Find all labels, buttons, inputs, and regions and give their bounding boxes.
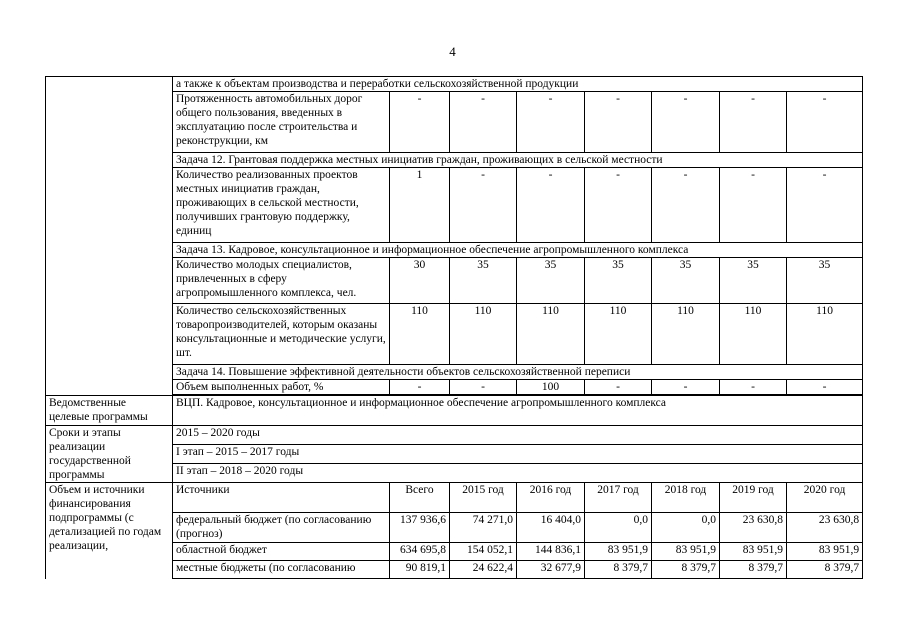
finance-value: 0,0 bbox=[652, 513, 720, 543]
finance-value: 23 630,8 bbox=[720, 513, 787, 543]
value-cell: 35 bbox=[517, 258, 585, 304]
finance-value: 24 622,4 bbox=[450, 561, 517, 579]
table-row bbox=[46, 77, 863, 92]
task-heading: Задача 14. Повышение эффективной деятельности объектов сельскохозяйственной переписи bbox=[173, 365, 863, 380]
task-heading: Задача 12. Грантовая поддержка местных инициатив граждан, проживающих в сельской местности bbox=[173, 153, 863, 168]
finance-source: федеральный бюджет (по согласованию (прогноз) bbox=[173, 513, 390, 543]
value-cell: - bbox=[652, 380, 720, 395]
value-cell: 35 bbox=[720, 258, 787, 304]
value-cell: 30 bbox=[390, 258, 450, 304]
page-number: 4 bbox=[449, 44, 456, 59]
task-heading: Задача 13. Кадровое, консультационное и информационное обеспечение агропромышленного комплекса bbox=[173, 243, 863, 258]
table-row bbox=[46, 396, 863, 426]
value-cell: 35 bbox=[450, 258, 517, 304]
finance-header-sources: Источники bbox=[173, 483, 390, 513]
value-cell: - bbox=[585, 92, 652, 153]
indicator-continuation: а также к объектам производства и переработки сельскохозяйственной продукции bbox=[173, 77, 863, 92]
finance-value: 16 404,0 bbox=[517, 513, 585, 543]
value-cell: - bbox=[720, 168, 787, 243]
finance-value: 8 379,7 bbox=[720, 561, 787, 579]
value-cell: - bbox=[652, 92, 720, 153]
finance-value: 32 677,9 bbox=[517, 561, 585, 579]
value-cell: - bbox=[652, 168, 720, 243]
left-empty-cell bbox=[46, 77, 173, 396]
finance-header-year: 2015 год bbox=[450, 483, 517, 513]
value-cell: - bbox=[787, 168, 863, 243]
indicator-label: Количество сельскохозяйственных товаропроизводителей, которым оказаны консультационные и методические услуги, шт. bbox=[173, 304, 390, 365]
finance-header-year: 2020 год bbox=[787, 483, 863, 513]
finance-header-total: Всего bbox=[390, 483, 450, 513]
value-cell: - bbox=[585, 380, 652, 395]
finance-value: 23 630,8 bbox=[787, 513, 863, 543]
vcp-value: ВЦП. Кадровое, консультационное и информационное обеспечение агропромышленного комплекса bbox=[173, 396, 863, 426]
indicator-label: Протяженность автомобильных дорог общего пользования, введенных в эксплуатацию после строительства и реконструкции, км bbox=[173, 92, 390, 153]
finance-value: 74 271,0 bbox=[450, 513, 517, 543]
finance-value: 634 695,8 bbox=[390, 543, 450, 561]
value-cell: - bbox=[787, 380, 863, 395]
stage-item: II этап – 2018 – 2020 годы bbox=[173, 464, 863, 483]
finance-value: 8 379,7 bbox=[652, 561, 720, 579]
finance-header-year: 2018 год bbox=[652, 483, 720, 513]
program-table bbox=[45, 76, 863, 579]
stage-item: I этап – 2015 – 2017 годы bbox=[173, 445, 863, 464]
section-label-vcp: Ведомственные целевые программы bbox=[46, 396, 173, 426]
table-row bbox=[46, 483, 863, 513]
value-cell: 110 bbox=[390, 304, 450, 365]
finance-source: местные бюджеты (по согласованию bbox=[173, 561, 390, 579]
finance-value: 154 052,1 bbox=[450, 543, 517, 561]
value-cell: 100 bbox=[517, 380, 585, 395]
value-cell: - bbox=[517, 168, 585, 243]
finance-value: 83 951,9 bbox=[720, 543, 787, 561]
finance-header-year: 2019 год bbox=[720, 483, 787, 513]
value-cell: 110 bbox=[652, 304, 720, 365]
finance-value: 83 951,9 bbox=[585, 543, 652, 561]
value-cell: 110 bbox=[585, 304, 652, 365]
value-cell: 110 bbox=[787, 304, 863, 365]
value-cell: 35 bbox=[652, 258, 720, 304]
finance-value: 83 951,9 bbox=[787, 543, 863, 561]
section-label-finance: Объем и источники финансирования подпрограммы (с детализацией по годам реализации, bbox=[46, 483, 173, 579]
section-label-stages: Сроки и этапы реализации государственной программы bbox=[46, 426, 173, 483]
value-cell: - bbox=[517, 92, 585, 153]
value-cell: 110 bbox=[450, 304, 517, 365]
finance-value: 90 819,1 bbox=[390, 561, 450, 579]
value-cell: - bbox=[450, 92, 517, 153]
value-cell: - bbox=[390, 380, 450, 395]
finance-value: 8 379,7 bbox=[585, 561, 652, 579]
value-cell: 110 bbox=[720, 304, 787, 365]
table-row bbox=[46, 426, 863, 445]
indicator-label: Количество молодых специалистов, привлеченных в сферу агропромышленного комплекса, чел. bbox=[173, 258, 390, 304]
value-cell: 35 bbox=[787, 258, 863, 304]
finance-value: 137 936,6 bbox=[390, 513, 450, 543]
value-cell: 1 bbox=[390, 168, 450, 243]
finance-value: 144 836,1 bbox=[517, 543, 585, 561]
value-cell: - bbox=[450, 168, 517, 243]
value-cell: - bbox=[720, 380, 787, 395]
value-cell: - bbox=[720, 92, 787, 153]
finance-value: 8 379,7 bbox=[787, 561, 863, 579]
stage-item: 2015 – 2020 годы bbox=[173, 426, 863, 445]
finance-header-year: 2016 год bbox=[517, 483, 585, 513]
value-cell: 35 bbox=[585, 258, 652, 304]
value-cell: - bbox=[390, 92, 450, 153]
value-cell: - bbox=[787, 92, 863, 153]
finance-value: 0,0 bbox=[585, 513, 652, 543]
indicator-label: Количество реализованных проектов местных инициатив граждан, проживающих в сельской местности, получивших грантовую поддержку, единиц bbox=[173, 168, 390, 243]
value-cell: - bbox=[450, 380, 517, 395]
finance-header-year: 2017 год bbox=[585, 483, 652, 513]
finance-value: 83 951,9 bbox=[652, 543, 720, 561]
indicator-label: Объем выполненных работ, % bbox=[173, 380, 390, 395]
value-cell: - bbox=[585, 168, 652, 243]
finance-source: областной бюджет bbox=[173, 543, 390, 561]
value-cell: 110 bbox=[517, 304, 585, 365]
